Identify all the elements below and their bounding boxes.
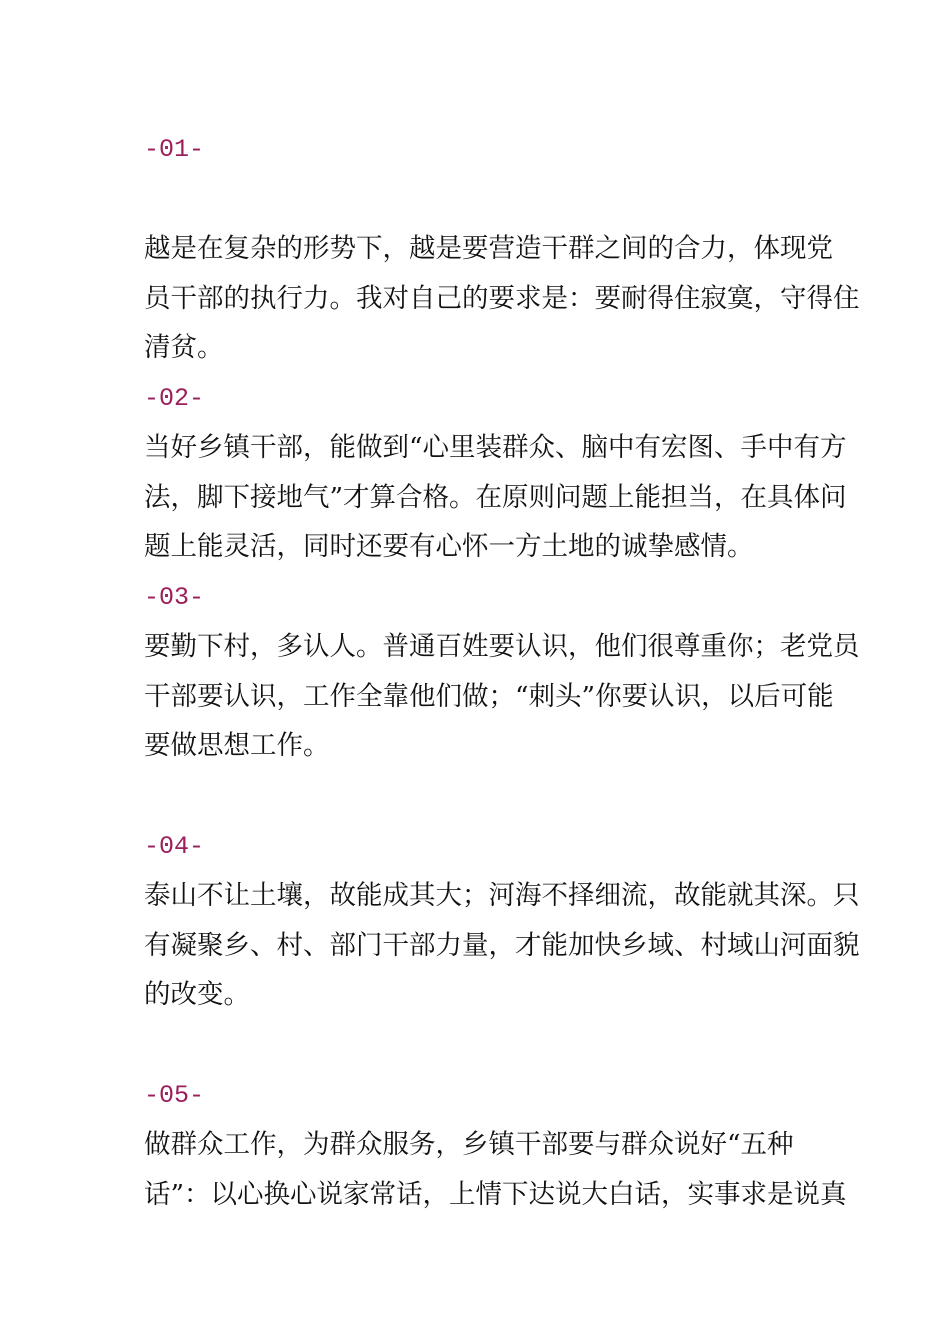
section-paragraph-05 bbox=[144, 1120, 847, 1219]
section-number-02: -02- bbox=[144, 384, 205, 413]
paragraph-line: 的改变。 bbox=[144, 979, 250, 1010]
paragraph-line: 话”：以心换心说家常话，上情下达说大白话，实事求是说真 bbox=[144, 1178, 847, 1210]
paragraph-line: 清贫。 bbox=[144, 332, 224, 363]
paragraph-line: 员干部的执行力。我对自己的要求是：要耐得住寂寞，守得住 bbox=[144, 282, 860, 314]
section-number-03: -03- bbox=[144, 583, 205, 612]
paragraph-line: 要做思想工作。 bbox=[144, 730, 330, 761]
paragraph-line: 当好乡镇干部，能做到“心里装群众、脑中有宏图、手中有方 bbox=[144, 432, 847, 463]
section-paragraph-02 bbox=[144, 423, 847, 572]
paragraph-line: 题上能灵活，同时还要有心怀一方土地的诚挚感情。 bbox=[144, 531, 754, 562]
paragraph-line: 泰山不让土壤，故能成其大；河海不择细流，故能就其深。只 bbox=[144, 880, 860, 911]
section-paragraph-03 bbox=[144, 622, 860, 771]
section-number-04: -04- bbox=[144, 832, 205, 861]
section-number-01: -01- bbox=[144, 135, 205, 164]
section-number-05: -05- bbox=[144, 1081, 205, 1110]
paragraph-line: 要勤下村，多认人。普通百姓要认识，他们很尊重你；老党员 bbox=[144, 631, 860, 662]
paragraph-line: 越是在复杂的形势下，越是要营造干群之间的合力，体现党 bbox=[144, 233, 833, 264]
section-paragraph-01 bbox=[144, 224, 860, 373]
paragraph-line: 法，脚下接地气”才算合格。在原则问题上能担当，在具体问 bbox=[144, 481, 847, 513]
paragraph-line: 干部要认识，工作全靠他们做；“刺头”你要认识，以后可能 bbox=[144, 680, 834, 712]
paragraph-line: 做群众工作，为群众服务，乡镇干部要与群众说好“五种 bbox=[144, 1129, 794, 1160]
paragraph-line: 有凝聚乡、村、部门干部力量，才能加快乡域、村域山河面貌 bbox=[144, 929, 860, 961]
section-paragraph-04 bbox=[144, 871, 860, 1020]
